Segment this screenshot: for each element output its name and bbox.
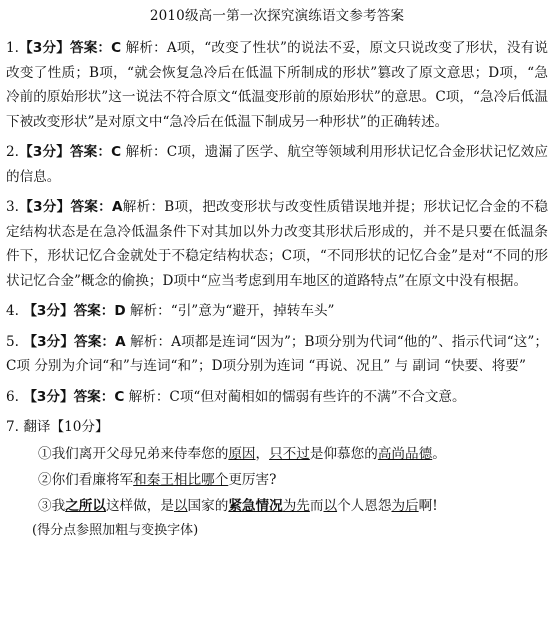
t3-keypoint-yi2: 以 [323, 498, 338, 514]
q2-answer: 答案：C [69, 144, 122, 160]
t1-part: 。 [432, 446, 446, 462]
t1-keypoint-virtue: 高尚品德 [377, 446, 433, 462]
q3-score: 【3分】 [18, 199, 71, 215]
q1-score: 【3分】 [18, 40, 70, 56]
page-title: 2010级高一第一次探究演练语文参考答案 [149, 8, 405, 24]
q2-score: 【3分】 [18, 144, 70, 160]
t3-part: 这样做，是 [105, 498, 174, 514]
question-1 [6, 36, 548, 134]
q5-score: 【3分】 [23, 333, 75, 350]
t3-part: 啊! [418, 498, 438, 514]
q5-explanation: 解析：A项都是连词“因为”；B项分别为代词“他的”、指示代词“这”；C项 分别为介词“和”与连词“和”；D项分别为连词 “再说、况且” 与 副词 “快要、将要” [6, 333, 548, 374]
question-5 [6, 330, 548, 379]
q6-explanation: 解析：C项“但对蔺相如的懦弱有些许的不满”不合文意。 [128, 388, 466, 405]
q5-answer: 答案：A [74, 333, 126, 350]
scoring-note: (得分点参照加粗与变换字体) [32, 523, 199, 538]
q7-number: 7. [6, 419, 19, 435]
q7-label: 翻译【10分】 [23, 419, 109, 435]
q4-explanation: 解析：“引”意为“避开，掉转车头” [129, 303, 335, 319]
question-6 [6, 385, 548, 410]
t3-part: 个人恩怨 [337, 498, 392, 514]
t1-part: ①我们离开父母兄弟来侍奉您的 [38, 446, 229, 462]
q3-explanation: 解析：B项，把改变形状与改变性质错误地并提；形状记忆合金的不稳定结构状态是在急冷低温条件下对其加以外力改变其形状后形成的，并不是只要在低温条件下，形状记忆合金就处于不稳定结构状态；C项，“不同形状的记忆合金”是对“不同的形状记忆合金”概念的偷换；D项中“应当考虑到用车地区的道路特点”在原文中没有根据。 [6, 199, 548, 289]
t3-keypoint-first: 为先 [282, 498, 310, 514]
t2-keypoint-compare: 和秦王相比哪个 [133, 472, 229, 488]
t3-keypoint-yi: 以 [173, 498, 188, 514]
question-4 [6, 299, 548, 324]
q4-score: 【3分】 [23, 303, 74, 319]
t1-keypoint-only: 只不过 [269, 446, 310, 462]
t3-part: ③我 [38, 498, 66, 514]
q2-number: 2. [6, 144, 19, 160]
t3-part: 而 [309, 498, 324, 514]
t3-keypoint-reason: 之所以 [65, 498, 106, 514]
t2-part: ②你们看廉将军 [38, 472, 134, 488]
q6-score: 【3分】 [23, 388, 74, 405]
translation-item-2 [6, 467, 548, 493]
q4-number: 4. [6, 303, 19, 319]
q2-explanation: 解析：C项，遗漏了医学、航空等领域利用形状记忆合金形状记忆效应的信息。 [6, 144, 548, 185]
question-7-heading [6, 415, 548, 439]
question-2 [6, 140, 548, 189]
t2-part: 更厉害? [228, 472, 277, 488]
q3-number: 3. [6, 199, 19, 215]
translation-item-3 [6, 493, 548, 519]
t3-keypoint-after: 为后 [391, 498, 419, 514]
q6-number: 6. [6, 388, 19, 405]
q5-number: 5. [6, 333, 19, 350]
t3-part: 国家的 [187, 498, 229, 514]
question-3 [6, 195, 548, 293]
q3-answer: 答案：A [70, 199, 123, 215]
t1-part: 是仰慕您的 [309, 446, 378, 462]
t1-part: ， [255, 446, 270, 462]
t1-keypoint-reason: 原因 [228, 446, 256, 462]
q1-number: 1. [6, 40, 19, 56]
t3-keypoint-emergency: 紧急情况 [228, 498, 283, 514]
q6-answer: 答案：C [73, 388, 125, 405]
q1-answer: 答案：C [69, 40, 122, 56]
q1-explanation: 解析：A项，“改变了性状”的说法不妥，原文只说改变了形状，没有说改变了性质；B项，“就会恢复急冷后在低温下所制成的形状”篡改了原文意思；D项，“急冷前的原始形状”这一说法不符合原文“低温变形前的原始形状”的意思。C项，“急冷后低温下被改变形状”是对原文中“急冷后在低温下制成另一种形状”的正确转述。 [6, 40, 548, 130]
q4-answer: 答案：D [73, 303, 126, 319]
translation-item-1 [6, 441, 548, 467]
